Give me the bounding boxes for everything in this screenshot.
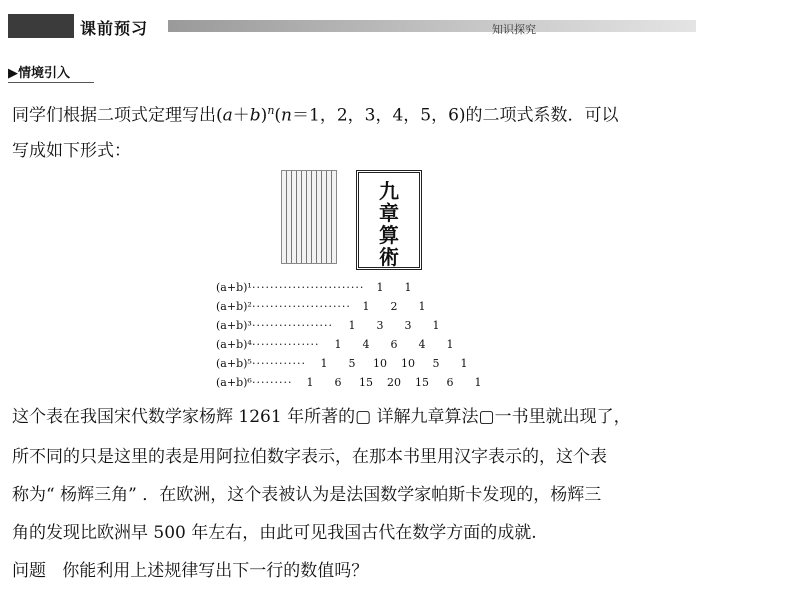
coefficient: 1 — [474, 376, 482, 389]
row-dots: ··············· — [252, 338, 320, 351]
row-dots: ············ — [252, 357, 306, 370]
row-dots: ························· — [252, 281, 365, 294]
coefficient: 4 — [418, 338, 426, 351]
coefficient: 15 — [359, 376, 373, 389]
coefficient: 1 — [348, 319, 356, 332]
coefficient: 1 — [460, 357, 468, 370]
header-title: 课前预习 — [80, 19, 149, 38]
section-title: ▶情境引入 — [8, 66, 70, 81]
coefficient: 15 — [415, 376, 429, 389]
book-cover-image — [356, 170, 422, 270]
coefficient: 3 — [376, 319, 384, 332]
row-label: (a+b)⁶ — [216, 376, 252, 389]
book-page-image — [281, 170, 337, 264]
coefficient: 6 — [446, 376, 454, 389]
coefficient: 1 — [334, 338, 342, 351]
coefficient: 6 — [390, 338, 398, 351]
row-label: (a+b)⁵ — [216, 357, 252, 370]
row-dots: ········· — [252, 376, 293, 389]
coefficient: 2 — [390, 300, 398, 313]
header-tab-block — [8, 14, 74, 38]
coefficient: 1 — [320, 357, 328, 370]
header-bar — [168, 20, 696, 32]
coefficient: 1 — [404, 281, 412, 294]
book-cover-char: 九 — [379, 179, 399, 203]
book-cover-char: 章 — [379, 201, 399, 225]
row-label: (a+b)³ — [216, 319, 252, 332]
header-right-label: 知识探究 — [492, 23, 536, 36]
intro-line-1: 同学们根据二项式定理写出$(a+b)^n(n=1$，2，3，4，5，6)的二项式系数．可以 — [12, 104, 619, 126]
body-line-3: 称为“ 杨辉三角” ．在欧洲，这个表被认为是法国数学家帕斯卡发现的，杨辉三 — [12, 485, 602, 505]
coefficient: 3 — [404, 319, 412, 332]
question — [12, 560, 368, 582]
row-label: (a+b)² — [216, 300, 252, 313]
body-line-2: 所不同的只是这里的表是用阿拉伯数字表示，在那本书里用汉字表示的，这个表 — [12, 447, 607, 467]
coefficient: 5 — [432, 357, 440, 370]
coefficient: 20 — [387, 376, 401, 389]
question-label: 问题 — [12, 561, 46, 581]
coefficient: 1 — [306, 376, 314, 389]
section-underline — [8, 82, 94, 83]
row-label: (a+b)⁴ — [216, 338, 252, 351]
row-label: (a+b)¹ — [216, 281, 252, 294]
coefficient: 10 — [401, 357, 415, 370]
coefficient: 10 — [373, 357, 387, 370]
row-dots: ·················· — [252, 319, 333, 332]
coefficient: 1 — [362, 300, 370, 313]
coefficient: 1 — [418, 300, 426, 313]
body-line-4: 角的发现比欧洲早 500 年左右，由此可见我国古代在数学方面的成就. — [12, 523, 537, 543]
body-line-1: 这个表在我国宋代数学家杨辉 1261 年所著的▢ 详解九章算法▢一书里就出现了， — [12, 407, 631, 427]
section-header — [8, 14, 696, 38]
coefficient: 1 — [376, 281, 384, 294]
coefficient: 1 — [432, 319, 440, 332]
coefficient: 4 — [362, 338, 370, 351]
coefficient: 5 — [348, 357, 356, 370]
book-cover-char: 術 — [379, 245, 399, 269]
intro-line-2: 写成如下形式： — [12, 141, 131, 161]
book-cover-char: 算 — [379, 223, 399, 247]
coefficient: 6 — [334, 376, 342, 389]
row-dots: ······················ — [252, 300, 351, 313]
coefficient: 1 — [446, 338, 454, 351]
question-text: 你能利用上述规律写出下一行的数值吗？ — [62, 561, 369, 581]
